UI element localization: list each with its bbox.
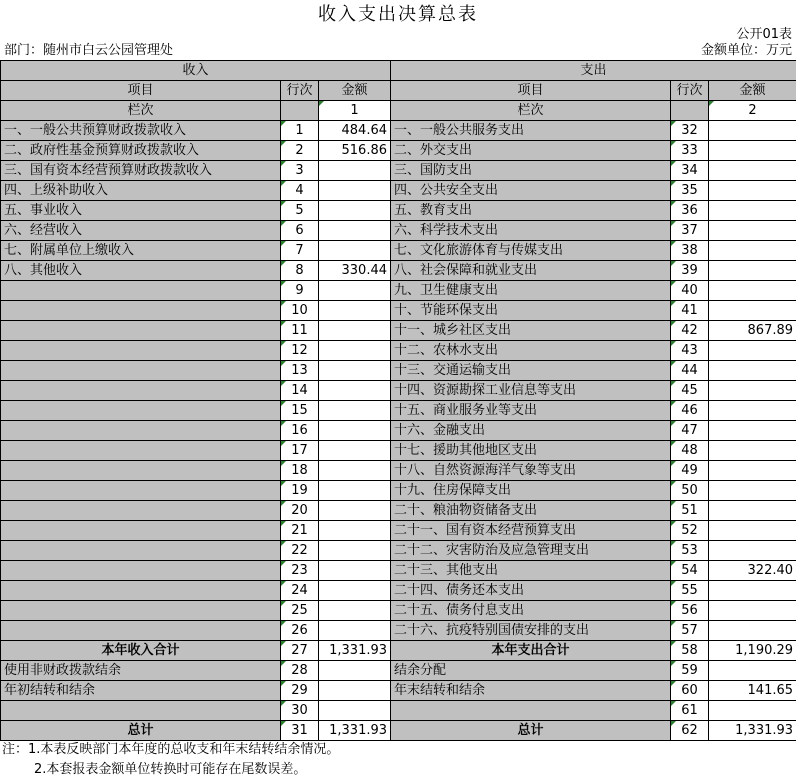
expense-amount-cell	[709, 461, 796, 481]
expense-line-cell: 34	[671, 161, 709, 181]
expense-amount-cell	[709, 481, 796, 501]
income-amount-cell	[319, 561, 391, 581]
expense-item-cell: 四、公共安全支出	[391, 181, 671, 201]
expense-amount-cell	[709, 301, 796, 321]
income-amount-cell	[319, 241, 391, 261]
expense-item-cell: 一、一般公共服务支出	[391, 121, 671, 141]
table-row	[1, 201, 796, 221]
table-tail	[1, 661, 796, 721]
table-row	[1, 421, 796, 441]
income-item-cell	[1, 701, 281, 721]
income-amount-cell: 516.86	[319, 141, 391, 161]
note-2: 2.本套报表金额单位转换时可能存在尾数误差。	[34, 762, 307, 777]
table-row	[1, 141, 796, 161]
expense-item-cell: 二十五、债务付息支出	[391, 601, 671, 621]
expense-amount-cell	[709, 441, 796, 461]
table-row	[1, 401, 796, 421]
expense-line-cell: 41	[671, 301, 709, 321]
expense-amount-cell	[709, 621, 796, 641]
income-amount-cell: 484.64	[319, 121, 391, 141]
table-row	[1, 361, 796, 381]
expense-line-cell: 47	[671, 421, 709, 441]
expense-item-cell: 十五、商业服务业等支出	[391, 401, 671, 421]
income-item-cell	[1, 561, 281, 581]
income-amount-cell	[319, 461, 391, 481]
income-item-cell: 使用非财政拨款结余	[1, 661, 281, 681]
table-body	[1, 121, 796, 641]
income-item-cell: 年初结转和结余	[1, 681, 281, 701]
expense-line-cell: 60	[671, 681, 709, 701]
income-item-cell: 二、政府性基金预算财政拨款收入	[1, 141, 281, 161]
income-amount-cell	[319, 281, 391, 301]
expense-amount-cell	[709, 581, 796, 601]
table-row	[1, 241, 796, 261]
income-item-cell: 五、事业收入	[1, 201, 281, 221]
year-expense-total-amount: 1,190.29	[709, 641, 796, 661]
table-row	[1, 621, 796, 641]
grand-income-total-label: 总计	[1, 721, 281, 741]
expense-amount-cell	[709, 541, 796, 561]
table-row	[1, 701, 796, 721]
expense-item-cell: 十八、自然资源海洋气象等支出	[391, 461, 671, 481]
expense-amount-cell	[709, 241, 796, 261]
income-item-cell	[1, 281, 281, 301]
income-item-cell: 六、经营收入	[1, 221, 281, 241]
table-row	[1, 341, 796, 361]
income-item-cell: 三、国有资本经营预算财政拨款收入	[1, 161, 281, 181]
income-amount-cell: 330.44	[319, 261, 391, 281]
expense-amount-cell	[709, 181, 796, 201]
expense-item-cell: 十一、城乡社区支出	[391, 321, 671, 341]
income-amount-cell	[319, 421, 391, 441]
table-row	[1, 521, 796, 541]
table-row	[1, 501, 796, 521]
expense-item-cell: 十二、农林水支出	[391, 341, 671, 361]
year-total-row	[1, 641, 796, 661]
table-row	[1, 481, 796, 501]
table-row	[1, 321, 796, 341]
grand-income-total-amount: 1,331.93	[319, 721, 391, 741]
income-item-cell	[1, 581, 281, 601]
table-grand-total	[1, 721, 796, 741]
income-line-cell: 23	[281, 561, 319, 581]
income-line-cell: 9	[281, 281, 319, 301]
income-line-cell: 25	[281, 601, 319, 621]
table-row	[1, 221, 796, 241]
expense-line-cell: 54	[671, 561, 709, 581]
expense-line-cell: 36	[671, 201, 709, 221]
income-item-cell: 八、其他收入	[1, 261, 281, 281]
expense-line-cell: 32	[671, 121, 709, 141]
income-amount-cell	[319, 321, 391, 341]
expense-item-cell: 十四、资源勘探工业信息等支出	[391, 381, 671, 401]
expense-item-cell: 二十二、灾害防治及应急管理支出	[391, 541, 671, 561]
income-line-cell: 26	[281, 621, 319, 641]
income-item-cell	[1, 361, 281, 381]
expense-line-cell: 59	[671, 661, 709, 681]
expense-line-cell: 45	[671, 381, 709, 401]
income-amount-cell	[319, 361, 391, 381]
expense-amount-cell	[709, 501, 796, 521]
expense-line-cell: 37	[671, 221, 709, 241]
income-item-cell	[1, 341, 281, 361]
income-item-cell	[1, 541, 281, 561]
expense-item-header: 项目	[391, 81, 671, 101]
income-amount-cell	[319, 381, 391, 401]
year-income-total-amount: 1,331.93	[319, 641, 391, 661]
income-line-cell: 24	[281, 581, 319, 601]
expense-item-cell: 年末结转和结余	[391, 681, 671, 701]
income-line-cell: 21	[281, 521, 319, 541]
income-amount-cell	[319, 581, 391, 601]
table-footer	[1, 641, 796, 661]
expense-item-cell: 结余分配	[391, 661, 671, 681]
expense-item-cell: 十七、援助其他地区支出	[391, 441, 671, 461]
table-row	[1, 461, 796, 481]
expense-line-cell: 44	[671, 361, 709, 381]
expense-amount-cell	[709, 381, 796, 401]
expense-amount-cell	[709, 521, 796, 541]
expense-amount-cell	[709, 421, 796, 441]
expense-line-cell: 48	[671, 441, 709, 461]
income-amount-cell	[319, 541, 391, 561]
expense-line-cell: 55	[671, 581, 709, 601]
income-item-cell	[1, 381, 281, 401]
expense-amount-cell	[709, 121, 796, 141]
expense-item-cell: 二十一、国有资本经营预算支出	[391, 521, 671, 541]
expense-amount-cell	[709, 261, 796, 281]
grand-expense-total-label: 总计	[391, 721, 671, 741]
meta-row	[0, 42, 796, 60]
table-row	[1, 121, 796, 141]
expense-amount-cell	[709, 601, 796, 621]
income-line-cell: 8	[281, 261, 319, 281]
expense-line-cell: 51	[671, 501, 709, 521]
table-row	[1, 581, 796, 601]
grand-expense-total-amount: 1,331.93	[709, 721, 796, 741]
expense-item-cell: 六、科学技术支出	[391, 221, 671, 241]
lanci-row	[1, 101, 796, 121]
year-expense-total-label: 本年支出合计	[391, 641, 671, 661]
income-line-header: 行次	[281, 81, 319, 101]
income-amount-cell	[319, 661, 391, 681]
income-line-cell: 13	[281, 361, 319, 381]
income-line-cell: 12	[281, 341, 319, 361]
income-line-cell: 20	[281, 501, 319, 521]
income-item-cell	[1, 441, 281, 461]
income-header: 收入	[1, 61, 391, 81]
income-line-cell: 30	[281, 701, 319, 721]
note-1: 注：1.本表反映部门本年度的总收支和年末结转结余情况。	[2, 742, 340, 757]
expense-header: 支出	[391, 61, 796, 81]
expense-line-cell: 49	[671, 461, 709, 481]
expense-amount-cell	[709, 221, 796, 241]
income-item-cell: 一、一般公共预算财政拨款收入	[1, 121, 281, 141]
expense-item-cell: 十三、交通运输支出	[391, 361, 671, 381]
year-income-total-label: 本年收入合计	[1, 641, 281, 661]
expense-amount-cell: 322.40	[709, 561, 796, 581]
income-amount-cell	[319, 401, 391, 421]
grand-expense-total-line: 62	[671, 721, 709, 741]
table-row	[1, 281, 796, 301]
expense-lanci-label: 栏次	[391, 101, 671, 121]
income-line-cell: 18	[281, 461, 319, 481]
expense-item-cell: 三、国防支出	[391, 161, 671, 181]
column-header-row	[1, 81, 796, 101]
expense-line-cell: 56	[671, 601, 709, 621]
income-line-cell: 3	[281, 161, 319, 181]
income-amount-cell	[319, 161, 391, 181]
expense-line-cell: 50	[671, 481, 709, 501]
table-row	[1, 681, 796, 701]
table-row	[1, 561, 796, 581]
expense-line-cell: 46	[671, 401, 709, 421]
expense-amount-cell	[709, 661, 796, 681]
income-line-cell: 7	[281, 241, 319, 261]
table-row	[1, 161, 796, 181]
income-item-cell	[1, 301, 281, 321]
expense-amount-cell: 141.65	[709, 681, 796, 701]
expense-item-cell: 二十四、债务还本支出	[391, 581, 671, 601]
income-item-cell	[1, 601, 281, 621]
income-amount-header: 金额	[319, 81, 391, 101]
income-line-cell: 15	[281, 401, 319, 421]
expense-item-cell: 二十六、抗疫特别国债安排的支出	[391, 621, 671, 641]
report-title: 收入支出决算总表	[318, 4, 478, 25]
income-line-cell: 1	[281, 121, 319, 141]
income-line-cell: 28	[281, 661, 319, 681]
expense-line-cell: 42	[671, 321, 709, 341]
expense-line-header: 行次	[671, 81, 709, 101]
expense-line-cell: 40	[671, 281, 709, 301]
expense-line-cell: 39	[671, 261, 709, 281]
year-income-total-line: 27	[281, 641, 319, 661]
income-amount-cell	[319, 301, 391, 321]
expense-line-cell: 61	[671, 701, 709, 721]
income-item-cell	[1, 501, 281, 521]
income-line-cell: 16	[281, 421, 319, 441]
expense-line-cell: 38	[671, 241, 709, 261]
income-line-cell: 5	[281, 201, 319, 221]
expense-line-cell: 53	[671, 541, 709, 561]
income-amount-cell	[319, 701, 391, 721]
expense-item-cell: 二十、粮油物资储备支出	[391, 501, 671, 521]
expense-amount-cell	[709, 141, 796, 161]
income-line-cell: 22	[281, 541, 319, 561]
income-amount-cell	[319, 481, 391, 501]
expense-amount-cell	[709, 281, 796, 301]
income-amount-cell	[319, 601, 391, 621]
expense-amount-cell: 867.89	[709, 321, 796, 341]
income-line-cell: 2	[281, 141, 319, 161]
income-item-cell	[1, 461, 281, 481]
income-item-cell	[1, 481, 281, 501]
expense-item-cell: 十、节能环保支出	[391, 301, 671, 321]
income-line-cell: 19	[281, 481, 319, 501]
income-item-cell: 四、上级补助收入	[1, 181, 281, 201]
expense-item-cell: 九、卫生健康支出	[391, 281, 671, 301]
expense-item-cell: 八、社会保障和就业支出	[391, 261, 671, 281]
income-lanci-number: 1	[319, 101, 391, 121]
income-amount-cell	[319, 521, 391, 541]
table-row	[1, 381, 796, 401]
income-line-cell: 14	[281, 381, 319, 401]
income-amount-cell	[319, 221, 391, 241]
income-amount-cell	[319, 621, 391, 641]
table-row	[1, 541, 796, 561]
income-expense-table	[0, 60, 796, 741]
expense-lanci-number: 2	[709, 101, 796, 121]
section-header-row	[1, 61, 796, 81]
expense-line-cell: 52	[671, 521, 709, 541]
income-line-cell: 6	[281, 221, 319, 241]
grand-income-total-line: 31	[281, 721, 319, 741]
form-number: 公开01表	[736, 27, 792, 42]
expense-amount-cell	[709, 701, 796, 721]
expense-item-cell: 七、文化旅游体育与传媒支出	[391, 241, 671, 261]
income-item-cell	[1, 401, 281, 421]
expense-lanci-blank	[671, 101, 709, 121]
income-line-cell: 11	[281, 321, 319, 341]
income-lanci-label: 栏次	[1, 101, 281, 121]
income-item-cell	[1, 521, 281, 541]
income-lanci-blank	[281, 101, 319, 121]
table-row	[1, 601, 796, 621]
expense-amount-cell	[709, 401, 796, 421]
year-expense-total-line: 58	[671, 641, 709, 661]
expense-item-cell: 二、外交支出	[391, 141, 671, 161]
expense-item-cell: 二十三、其他支出	[391, 561, 671, 581]
income-amount-cell	[319, 681, 391, 701]
expense-amount-cell	[709, 201, 796, 221]
income-line-cell: 4	[281, 181, 319, 201]
income-amount-cell	[319, 501, 391, 521]
expense-amount-header: 金额	[709, 81, 796, 101]
expense-amount-cell	[709, 361, 796, 381]
income-item-cell: 七、附属单位上缴收入	[1, 241, 281, 261]
income-item-cell	[1, 621, 281, 641]
income-item-header: 项目	[1, 81, 281, 101]
table-row	[1, 661, 796, 681]
amount-unit-label: 金额单位：万元	[700, 43, 792, 58]
income-amount-cell	[319, 441, 391, 461]
expense-amount-cell	[709, 161, 796, 181]
expense-item-cell: 五、教育支出	[391, 201, 671, 221]
income-line-cell: 29	[281, 681, 319, 701]
expense-line-cell: 33	[671, 141, 709, 161]
department-label: 部门：随州市白云公园管理处	[4, 43, 174, 58]
expense-line-cell: 43	[671, 341, 709, 361]
expense-line-cell: 35	[671, 181, 709, 201]
expense-item-cell: 十九、住房保障支出	[391, 481, 671, 501]
income-item-cell	[1, 321, 281, 341]
income-line-cell: 10	[281, 301, 319, 321]
table-row	[1, 181, 796, 201]
expense-item-cell: 十六、金融支出	[391, 421, 671, 441]
table-row	[1, 261, 796, 281]
income-amount-cell	[319, 201, 391, 221]
income-line-cell: 17	[281, 441, 319, 461]
expense-amount-cell	[709, 341, 796, 361]
notes	[0, 740, 796, 780]
income-amount-cell	[319, 181, 391, 201]
table-row	[1, 301, 796, 321]
table-row	[1, 441, 796, 461]
expense-item-cell	[391, 701, 671, 721]
grand-total-row	[1, 721, 796, 741]
income-amount-cell	[319, 341, 391, 361]
expense-line-cell: 57	[671, 621, 709, 641]
income-item-cell	[1, 421, 281, 441]
